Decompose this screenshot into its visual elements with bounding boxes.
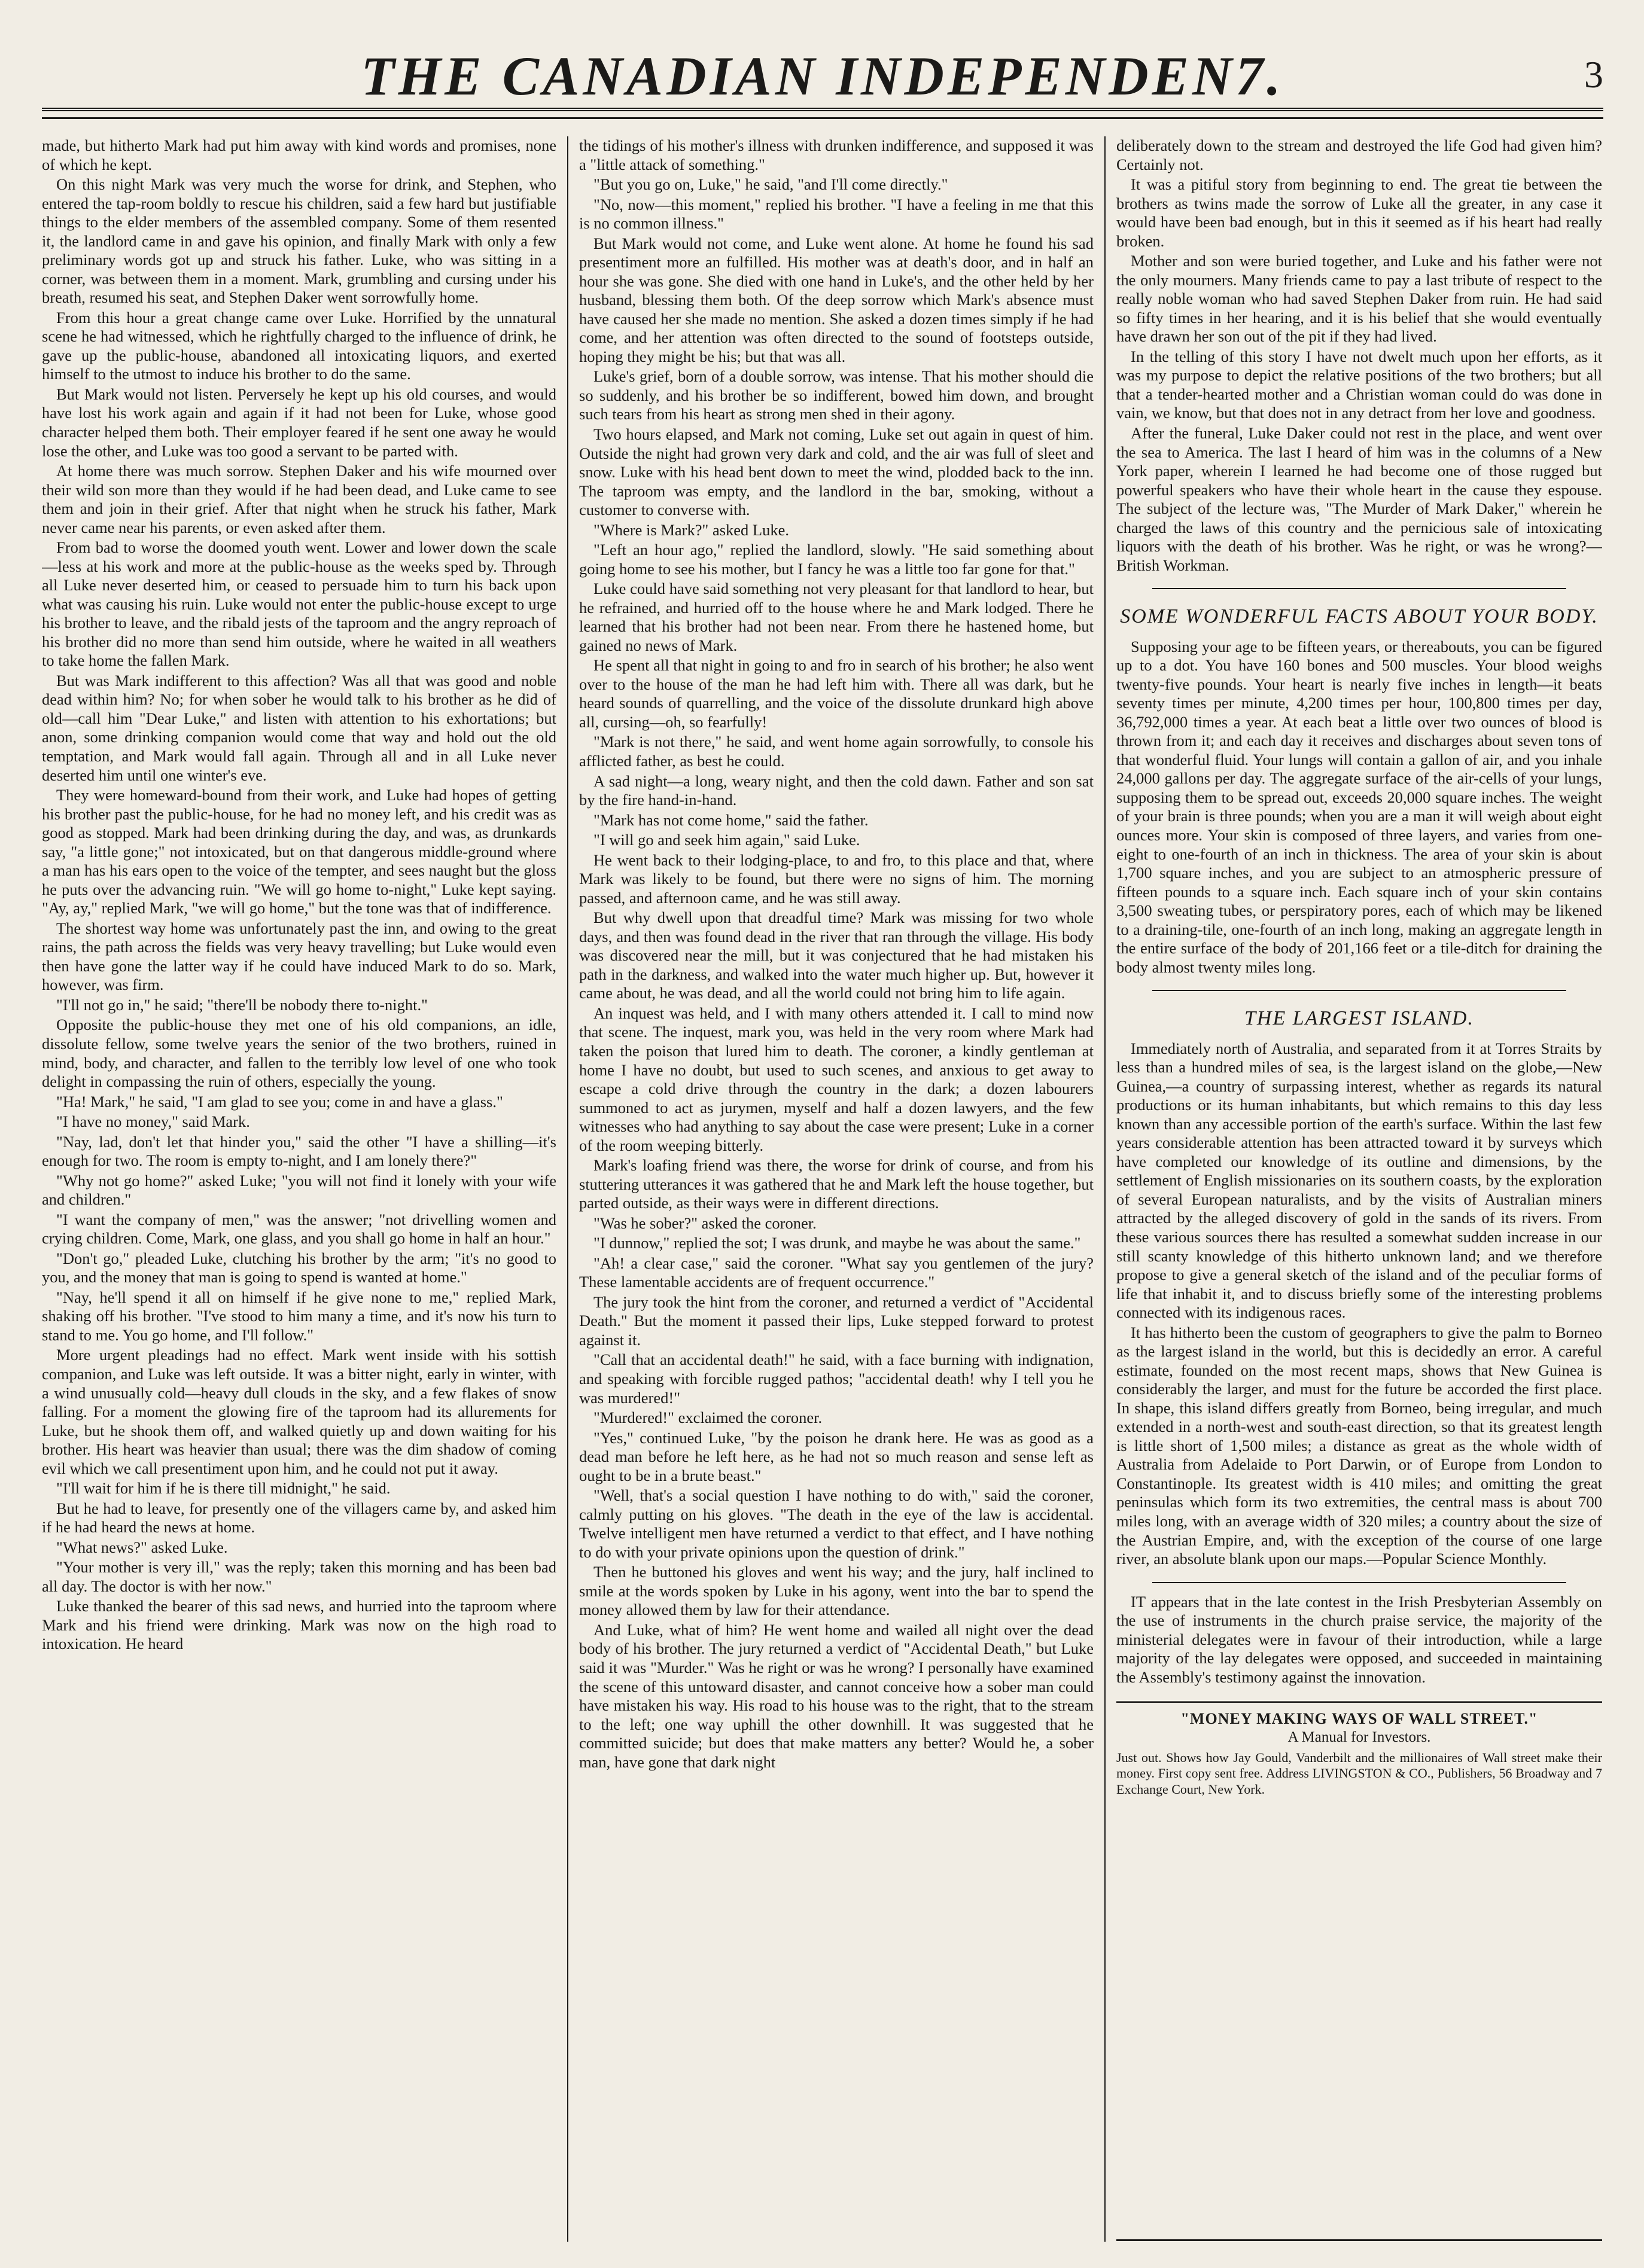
story-paragraph: He spent all that night in going to and fro in search of his brother; he also went over to the house of the man he had left him with. There all was dark, but he heard sounds of quarrelling, and the voice of the dissolute drunkard high above all, cursing—oh, so fearfully! — [579, 656, 1094, 731]
masthead-rule — [42, 117, 1603, 119]
story-paragraph: "Why not go home?" asked Luke; "you will not find it lonely with your wife and children." — [42, 1171, 556, 1209]
story-paragraph: "I dunnow," replied the sot; I was drunk, and maybe he was about the same." — [593, 1234, 1081, 1252]
story-paragraph: But he had to leave, for presently one of the villagers came by, and asked him if he had heard the news at home. — [42, 1499, 556, 1537]
story-paragraph: Mark's loafing friend was there, the worse for drink of course, and from his stuttering utterances it was gathered that he and Mark left the house together, but parted outside, as their ways were in different directions. — [579, 1156, 1094, 1212]
story-paragraph: "What news?" asked Luke. — [56, 1538, 228, 1556]
story-paragraph: "Your mother is very ill," was the reply; taken this morning and has been bad all day. The doctor is with her now." — [42, 1558, 556, 1595]
story-paragraph: But was Mark indifferent to this affection? Was all that was good and noble dead within him? No; for when sober he would talk to his brother as he did of old—call him "Dear Luke," and listen with attention to his exhortations; but anon, some drinking companion would come that way and hold out the old temptation, and Mark would fall again. Through all and in all Luke never deserted him until one winter's eve. — [42, 671, 556, 784]
advertisement-subheading: A Manual for Investors. — [1287, 1729, 1431, 1746]
article-divider — [1152, 990, 1566, 991]
island-heading: THE LARGEST ISLAND. — [1244, 1007, 1475, 1030]
advertisement-heading: "MONEY MAKING WAYS OF WALL STREET." — [1180, 1710, 1538, 1728]
story-paragraph: the tidings of his mother's illness with drunken indifference, and supposed it was a "little attack of something." — [579, 136, 1094, 173]
story-paragraph: Then he buttoned his gloves and went his way; and the jury, half inclined to smile at the words spoken by Luke in his agony, went into the bar to spend the money allowed them by law for their attendance. — [579, 1563, 1094, 1619]
story-paragraph: "I'll wait for him if he is there till midnight," he said. — [56, 1479, 391, 1498]
story-paragraph: He went back to their lodging-place, to and fro, to this place and that, where Mark was likely to be found, but there were no signs of him. The morning passed, and afternoon came, and he was still away. — [579, 850, 1094, 907]
story-paragraph: "Murdered!" exclaimed the coroner. — [593, 1409, 823, 1427]
story-paragraph: Luke could have said something not very pleasant for that landlord to hear, but he refrained, and hurried off to the house where he and Mark lodged. There he learned that his brother had not been near. From there he hastened home, but gained no news of Mark. — [579, 580, 1094, 654]
story-paragraph: On this night Mark was very much the worse for drink, and Stephen, who entered the tap-room boldly to rescue his children, said a few hard but justifiable things to the elder members of the assembled company. Some of them resented it, the landlord came in and gave his opinion, and finally Mark with only a few preliminary words got up and struck his father. Luke, who was sitting in a corner, was between them in a moment. Mark, grumbling and cursing under his breath, resumed his seat, and Stephen Daker went sorrowfully home. — [42, 175, 556, 307]
story-paragraph: A sad night—a long, weary night, and then the cold dawn. Father and son sat by the fire hand-in-hand. — [579, 772, 1094, 809]
story-paragraph: From bad to worse the doomed youth went. Lower and lower down the scale—less at his work and more at the public-house as the weeks sped by. Through all Luke never deserted him, or ceased to persuade him to turn his back upon what was causing his ruin. Luke would not enter the public-house except to urge his brother to leave, and the ribald jests of the taproom and the angry reproach of his brother did no more than send him outside, where he waited in all weathers to take home the fallen Mark. — [42, 538, 556, 670]
story-paragraph: "Mark has not come home," said the father. — [593, 810, 869, 829]
footer-rule — [1116, 2239, 1602, 2241]
story-paragraph: But why dwell upon that dreadful time? Mark was missing for two whole days, and then was found dead in the river that ran through the village. His body was discovered near the mill, but it was conjectured that he had mistaken his path in the darkness, and walked into the water much higher up. But, however it came about, he was dead, and all the world could not bring him to life again. — [579, 909, 1094, 1002]
story-paragraph: "Was he sober?" asked the coroner. — [593, 1214, 817, 1232]
story-paragraph: An inquest was held, and I with many others attended it. I call to mind now that scene. The inquest, mark you, was held in the very room where Mark had taken the poison that lured him to death. The coroner, a kindly gentleman at home I have no doubt, but used to such scenes, and anxious to get away to escape a cold drive through the country in the dark; a dozen labourers summoned to act as jurymen, myself and half a dozen lawyers, and the few witnesses who had anything to say about the case were present; Luke in a corner of the room weeping bitterly. — [579, 1004, 1094, 1154]
story-paragraph: But Mark would not listen. Perversely he kept up his old courses, and would have lost his work again and again if it had not been for Luke, whose good character helped them both. Their employer feared if he sent one away he would lose the other, and Luke was too good a servant to be parted with. — [42, 385, 556, 460]
story-paragraph: In the telling of this story I have not dwelt much upon her efforts, as it was my purpose to depict the relative positions of the two brothers; but all that a tender-hearted mother and a Christian woman could do was done in vain, we know, but that does not in any detract from her love and goodness. — [1116, 347, 1602, 422]
story-paragraph: Mother and son were buried together, and Luke and his father were not the only mourners. Many friends came to pay a last tribute of respect to the really noble woman who had saved Stephen Daker from ruin. He had said so fifty times in her hearing, and it is his belief that she would eventually have drawn her son out of the pit if they had lived. — [1116, 252, 1602, 346]
story-paragraph: "Call that an accidental death!" he said, with a face burning with indignation, and speaking with forcible rugged pathos; "accidental death! why I tell you he was murdered!" — [579, 1351, 1094, 1407]
story-paragraph: deliberately down to the stream and destroyed the life God had given him? Certainly not. — [1116, 136, 1602, 173]
story-paragraph: "No, now—this moment," replied his brother. "I have a feeling in me that this is no common illness." — [579, 195, 1094, 233]
story-paragraph: "I'll not go in," he said; "there'll be nobody there to-night." — [56, 995, 428, 1014]
column-3 — [1116, 136, 1602, 2242]
story-paragraph: Opposite the public-house they met one of his old companions, an idle, dissolute fellow, some twelve years the senior of the two brothers, ruined in mind, body, and character, and fallen to the terribly low level of one who took delight in compassing the ruin of others, especially the young. — [42, 1016, 556, 1091]
article-divider — [1152, 1582, 1566, 1583]
column-2 — [579, 136, 1094, 2242]
story-paragraph: "Ah! a clear case," said the coroner. "What say you gentlemen of the jury? These lamentable accidents are of frequent occurrence." — [579, 1254, 1094, 1291]
story-paragraph: "Mark is not there," he said, and went home again sorrowfully, to console his afflicted father, as best he could. — [579, 733, 1094, 770]
story-paragraph: "Left an hour ago," replied the landlord, slowly. "He said something about going home to see his mother, but I fancy he was a little too far gone for that." — [579, 541, 1094, 578]
story-paragraph: "Nay, lad, don't let that hinder you," said the other "I have a shilling—it's enough for two. The room is empty to-night, and I am lonely there?" — [42, 1132, 556, 1170]
story-conclusion — [1116, 136, 1602, 575]
story-paragraph: Two hours elapsed, and Mark not coming, Luke set out again in quest of him. Outside the night had grown very dark and cold, and the air was full of sleet and snow. Luke with his head bent down to meet the wind, plodded back to the inn. The taproom was empty, and the landlord in the bar, smoking, without a customer to converse with. — [579, 425, 1094, 519]
story-paragraph: "I have no money," said Mark. — [56, 1112, 250, 1131]
story-paragraph: They were homeward-bound from their work, and Luke had hopes of getting his brother past the public-house, for he had no money left, and his credit was as good as stopped. Mark had been drinking during the day, and was, as drunkards say, "a little gone;" not intoxicated, but on that dangerous middle-ground where a man has his ears open to the voice of the tempter, and sees naught but the gloss he puts over the advancing ruin. "We will go home to-night," Luke kept saying. "Ay, ay," replied Mark, "we will go home," but the tone was that of indifference. — [42, 786, 556, 917]
article-divider — [1152, 588, 1566, 589]
story-paragraph: From this hour a great change came over Luke. Horrified by the unnatural scene he had witnessed, which he rightfully charged to the influence of drink, he gave up the public-house, abandoned all intoxicating liquors, and exerted himself to the utmost to induce his brother to do the same. — [42, 308, 556, 383]
story-paragraph: Luke thanked the bearer of this sad news, and hurried into the taproom where Mark and his friend were drinking. Mark was now on the high road to intoxication. He heard — [42, 1597, 556, 1653]
story-paragraph: "I want the company of men," was the answer; "not drivelling women and crying children. Come, Mark, one glass, and you shall go home in half an hour." — [42, 1210, 556, 1248]
story-paragraph: And Luke, what of him? He went home and wailed all night over the dead body of his brother. The jury returned a verdict of "Accidental Death," but Luke said it was "Murder." Was he right or was he wrong? I personally have examined the scene of this untoward disaster, and cannot conceive how a sober man could have mistaken his way. His road to his house was to the right, that to the stream to the left; one way uphill the other downhill. It was suggested that he committed suicide; but does that make matters any better? Would he, a sober man, have gone that dark night — [579, 1620, 1094, 1771]
advertisement-text: Just out. Shows how Jay Gould, Vanderbilt and the millionaires of Wall street make their money. First copy sent free. Address LIVINGSTON & CO., Publishers, 56 Broadway and 7 Exchange Court, New York. — [1116, 1749, 1602, 1797]
story-paragraph: "But you go on, Luke," he said, "and I'll come directly." — [593, 175, 948, 194]
island-paragraph: Immediately north of Australia, and separated from it at Torres Straits by less than a hundred miles of sea, is the largest island on the globe,—New Guinea,—a country of surpassing interest, whether as regards its natural productions or its human inhabitants, but which remains to this day less known than any accessible portion of the earth's surface. Within the last few years considerable attention has been attracted toward it by surveys which have completed our knowledge of its outline and dimensions, by the settlement of English missionaries on its southern coasts, by the exploration of several European naturalists, and by the visits of Australian miners attracted by the alleged discovery of gold in the sands of its rivers. From these various sources there has resulted a somewhat sudden increase in our still scanty knowledge of this hitherto unknown land; and we therefore propose to give a general sketch of the island and of the peculiar forms of life that inhabit it, and to discuss briefly some of the interesting problems connected with its indigenous races. — [1116, 1039, 1602, 1322]
column-divider — [1104, 136, 1106, 2242]
column-divider — [567, 136, 568, 2242]
story-paragraph: At home there was much sorrow. Stephen Daker and his wife mourned over their wild son more than they would if he had been dead, and Luke came to see them and join in their grief. After that night when he struck his father, Mark never came near his parents, or even asked after them. — [42, 462, 556, 536]
story-paragraph: The jury took the hint from the coroner, and returned a verdict of "Accidental Death." But the moment it passed their lips, Luke stepped forward to protest against it. — [579, 1292, 1094, 1349]
column-1 — [42, 136, 556, 2242]
story-paragraph: Luke's grief, born of a double sorrow, was intense. That his mother should die so suddenly, and his brother be so indifferent, bowed him down, and brought such tears from his heart as strong men shed in their agony. — [579, 367, 1094, 423]
story-paragraph: But Mark would not come, and Luke went alone. At home he found his sad presentiment more an fulfilled. His mother was at death's door, and in half an hour she was gone. She died with one hand in Luke's, and the other held by her husband, blessing them both. Of the deep sorrow which Mark's absence must have caused her she made no mention. She asked a dozen times simply if he had come, and her attention was often directed to the sound of footsteps outside, hoping they might be his; but that was all. — [579, 234, 1094, 365]
page-number: 3 — [1584, 53, 1603, 96]
story-paragraph: It was a pitiful story from beginning to end. The great tie between the brothers as twins made the sorrow of Luke all the greater, in any case it would have been bad enough, but in this it seemed as if his heart had really broken. — [1116, 175, 1602, 250]
facts-heading: SOME WONDERFUL FACTS ABOUT YOUR BODY. — [1120, 605, 1599, 628]
story-paragraph: "Yes," continued Luke, "by the poison he drank here. He was as good as a dead man before he left here, as he had not so much reason and sense left as ought to be in a brute beast." — [579, 1428, 1094, 1484]
story-paragraph: After the funeral, Luke Daker could not rest in the place, and went over the sea to America. The last I heard of him was in the columns of a New York paper, wherein I learned he had become one of those rugged but powerful speakers who have their whole heart in the cause they espouse. The subject of the lecture was, "The Murder of Mark Daker," wherein he charged the laws of this country and the pernicious sale of intoxicating liquors with the death of his brother. Was he right, or was he wrong?—British Workman. — [1116, 423, 1602, 574]
advertisement-divider — [1116, 1701, 1602, 1703]
story-paragraph: "Don't go," pleaded Luke, clutching his brother by the arm; "it's no good to you, and the money that man is going to spend is wanted at home." — [42, 1249, 556, 1287]
story-paragraph: "Ha! Mark," he said, "I am glad to see you; come in and have a glass." — [56, 1092, 503, 1111]
story-paragraph: made, but hitherto Mark had put him away with kind words and promises, none of which he kept. — [42, 136, 556, 173]
masthead — [42, 36, 1603, 111]
island-paragraph: It has hitherto been the custom of geographers to give the palm to Borneo as the largest island in the world, but this is decidedly an error. A careful estimate, founded on the most recent maps, shows that New Guinea is considerably the larger, and must for the future be accorded the first place. In shape, this island differs greatly from Borneo, being irregular, and much extended in a north-west and south-east direction, so that its greatest length is little short of 1,500 miles; a distance as great as the whole width of Australia from Adelaide to Port Darwin, or of Europe from London to Constantinople. Its greatest width is 410 miles; and omitting the great peninsulas which form its two extremities, the central mass is about 700 miles long, with an average width of 320 miles; a country about the size of the Austrian Empire, and, with the exception of the course of one large river, an absolute blank upon our maps.—Popular Science Monthly. — [1116, 1323, 1602, 1568]
newspaper-title: THE CANADIAN INDEPENDEN7. — [361, 45, 1284, 106]
story-paragraph: "Where is Mark?" asked Luke. — [593, 520, 789, 539]
story-paragraph: "Nay, he'll spend it all on himself if he give none to me," replied Mark, shaking off his brother. "I've stood to him many a time, and it's now his turn to stand to me. You go home, and I'll follow." — [42, 1288, 556, 1344]
story-paragraph: "Well, that's a social question I have nothing to do with," said the coroner, calmly putting on his gloves. "The death in the eye of the law is accidental. Twelve intelligent men have returned a verdict to that effect, and I have nothing to do with your private opinions upon the question of drink." — [579, 1486, 1094, 1561]
story-paragraph: The shortest way home was unfortunately past the inn, and owing to the great rains, the path across the fields was very heavy travelling; but Luke would even then have gone the latter way if he could have induced Mark to do so. Mark, however, was firm. — [42, 919, 556, 994]
presbyterian-paragraph: IT appears that in the late contest in the Irish Presbyterian Assembly on the use of instruments in the church praise service, the majority of the ministerial delegates were in favour of their introduction, while a large majority of the lay delegates were opposed, and succeeded in maintaining the Assembly's testimony against the innovation. — [1116, 1592, 1602, 1686]
facts-paragraph: Supposing your age to be fifteen years, or thereabouts, you can be figured up to a dot. You have 160 bones and 500 muscles. Your blood weighs twenty-five pounds. Your heart is nearly five inches in length—it beats seventy times per minute, 4,200 times per hour, 100,800 times per day, 36,792,000 times a year. At each beat a little over two ounces of blood is thrown from it; and each day it receives and discharges about seven tons of that wonderful fluid. Your lungs will contain a gallon of air, and you inhale 24,000 gallons per day. The aggregate surface of the air-cells of your lungs, supposing them to be spread out, exceeds 20,000 square inches. The weight of your brain is three pounds; when you are a man it will weigh about eight ounces more. Your skin is composed of three layers, and varies from one-eight to one-fourth of an inch in thickness. The area of your skin is about 1,700 square inches, and you are subject to an atmospheric pressure of fifteen pounds to a square inch. Each square inch of your skin contains 3,500 sweating tubes, or perspiratory pores, each of which may be likened to a draining-tile, one-fourth of an inch long, making an aggregate length in the entire surface of the body of 201,166 feet or a tile-ditch for draining the body almost twenty miles long. — [1116, 637, 1602, 976]
story-paragraph: More urgent pleadings had no effect. Mark went inside with his sottish companion, and Luke was left outside. It was a bitter night, early in winter, with a wind unusually cold—heavy dull clouds in the sky, and a few flakes of snow falling. For a moment the glowing fire of the taproom had its allurements for Luke, but he shook them off, and walked quietly up and down waiting for his brother. His heart was heavier than usual; there was the dim shadow of coming evil which we call presentiment upon him, and he could not put it away. — [42, 1346, 556, 1477]
story-paragraph: "I will go and seek him again," said Luke. — [593, 831, 860, 849]
